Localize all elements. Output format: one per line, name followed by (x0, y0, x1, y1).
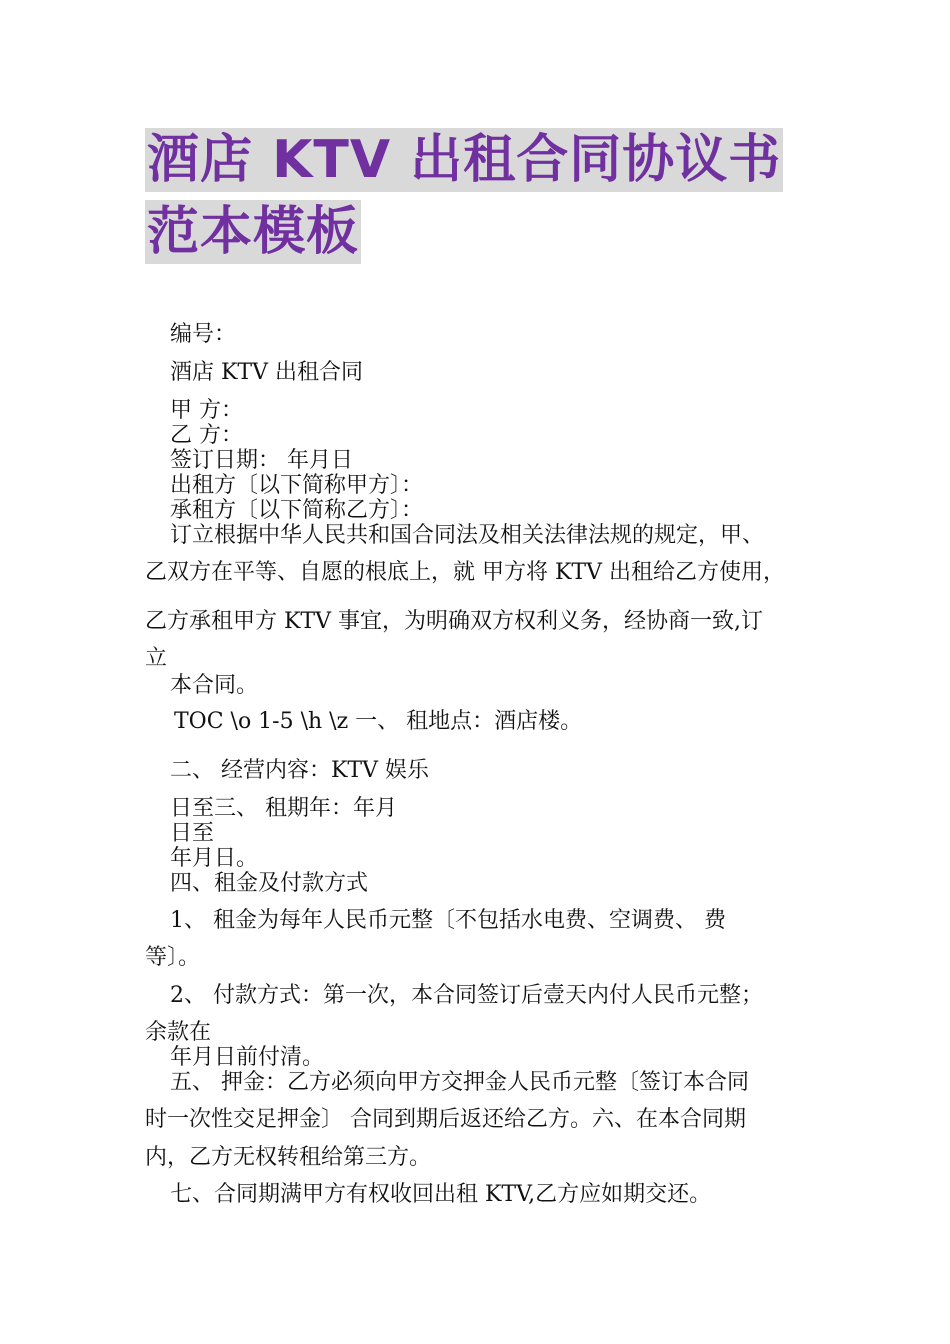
paragraph-line: 等〕。 (145, 945, 201, 970)
paragraph-line: 余款在 (145, 1020, 212, 1045)
paragraph-line: 订立根据中华人民共和国合同法及相关法律法规的规定，甲、 (170, 523, 765, 548)
clause-7-expiry: 七、合同期满甲方有权收回出租 KTV,乙方应如期交还。 (170, 1182, 712, 1207)
paragraph-line: 年月日前付清。 (170, 1045, 325, 1070)
paragraph-line: 时一次性交足押金〕 合同到期后返还给乙方。六、在本合同期 (145, 1107, 746, 1132)
contract-number-label: 编号： (170, 322, 237, 347)
contract-name: 酒店 KTV 出租合同 (170, 360, 363, 385)
party-b-label: 乙 方： (170, 423, 243, 448)
lessee-label: 承租方〔以下简称乙方〕： (170, 498, 424, 523)
party-a-label: 甲 方： (170, 398, 243, 423)
paragraph-line: 乙双方在平等、自愿的根底上，就 甲方将 KTV 出租给乙方使用， (145, 560, 785, 585)
paragraph-line: 本合同。 (170, 673, 259, 698)
paragraph-line: 乙方承租甲方 KTV 事宜，为明确双方权利义务，经协商一致,订 (145, 609, 763, 634)
document-title (145, 128, 825, 264)
clause-4-item-1: 1、 租金为每年人民币元整〔不包括水电费、空调费、 费 (170, 908, 726, 933)
paragraph-line: 年月日。 (170, 846, 259, 871)
signing-date: 签订日期： 年月日 (170, 448, 353, 473)
title-line-1: 酒店 KTV 出租合同协议书 (147, 130, 782, 190)
title-line-2: 范本模板 (147, 202, 360, 262)
clause-1-location: TOC \o 1-5 \h \z 一、 租地点：酒店楼。 (174, 709, 583, 734)
lessor-label: 出租方〔以下简称甲方〕： (170, 473, 424, 498)
clause-4-item-2: 2、 付款方式：第一次，本合同签订后壹天内付人民币元整； (170, 983, 763, 1008)
clause-3-term: 日至三、 租期年：年月 (170, 796, 397, 821)
paragraph-line: 内，乙方无权转租给第三方。 (145, 1145, 432, 1170)
paragraph-line: 日至 (170, 821, 215, 846)
clause-4-heading: 四、租金及付款方式 (170, 871, 369, 896)
paragraph-line: 立 (145, 646, 168, 671)
clause-2-business: 二、 经营内容：KTV 娱乐 (170, 758, 429, 783)
clause-5-deposit: 五、 押金：乙方必须向甲方交押金人民币元整〔签订本合同 (170, 1070, 749, 1095)
